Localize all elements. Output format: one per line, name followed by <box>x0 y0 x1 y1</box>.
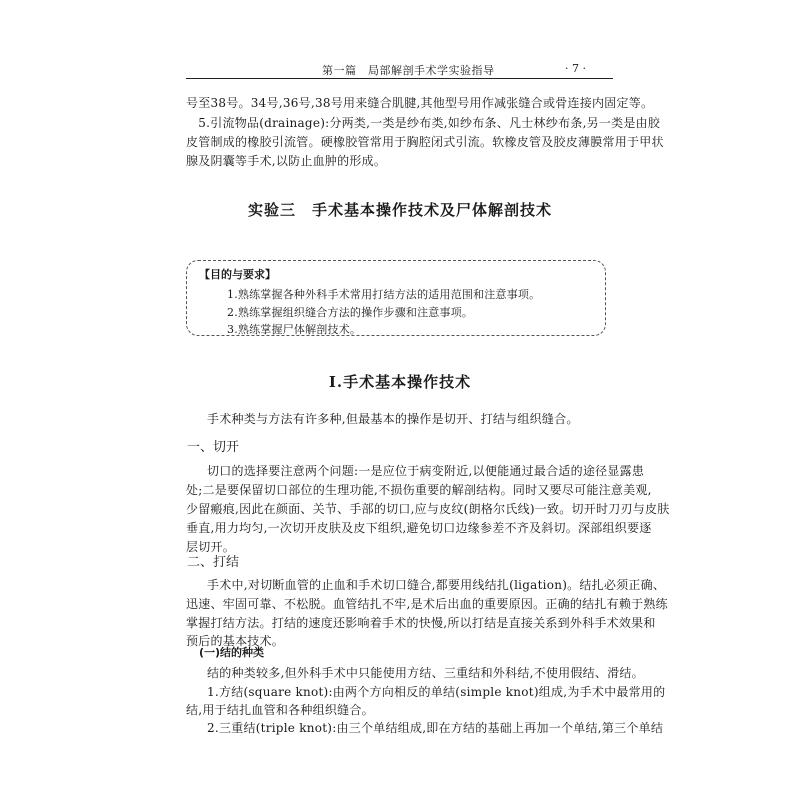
body-line: 迅速、牢固可靠、不松脱。血管结扎不牢,是术后出血的重要原因。正确的结扎有赖于熟练 <box>186 597 668 611</box>
body-line: 腺及阴囊等手术,以防止血肿的形成。 <box>186 154 387 168</box>
body-line: 掌握打结方法。打结的速度还影响着手术的快慢,所以打结是直接关系到外科手术效果和 <box>186 616 656 630</box>
body-line: 预后的基本技术。 <box>186 634 285 648</box>
running-header-title: 第一篇 局部解剖手术学实验指导 <box>322 64 495 77</box>
body-line: 结,用于结扎血管和各种组织缝合。 <box>186 703 374 717</box>
intro-line: 手术种类与方法有许多种,但最基本的操作是切开、打结与组织缝合。 <box>207 412 579 426</box>
body-line: 1.方结(square knot):由两个方向相反的单结(simple knot)组成,为手术中最常用的 <box>207 685 666 699</box>
body-line: 号至38号。34号,36号,38号用来缝合肌腱,其他型号用作减张缝合或骨连接内固定等。 <box>186 96 654 110</box>
body-line: 垂直,用力均匀,一次切开皮肤及皮下组织,避免切口边缘参差不齐及斜切。深部组织要逐 <box>186 521 652 535</box>
body-line: 手术中,对切断血管的止血和手术切口缝合,都要用线结扎(ligation)。结扎必须正确、 <box>207 578 666 592</box>
section-title: Ⅰ.手术基本操作技术 <box>328 373 472 391</box>
body-line: 少留瘢痕,因此在颜面、关节、手部的切口,应与皮纹(朗格尔氏线)一致。切开时刀刃与皮肤 <box>186 502 670 516</box>
header-rule <box>186 78 613 79</box>
subsection-heading-tie: 二、打结 <box>187 555 240 570</box>
body-line: 结的种类较多,但外科手术中只能使用方结、三重结和外科结,不使用假结、滑结。 <box>207 666 644 680</box>
body-line: 5.引流物品(drainage):分两类,一类是纱布类,如纱布条、凡士林纱布条,另一类是由胶 <box>186 116 661 130</box>
body-line: 切口的选择要注意两个问题:一是应位于病变附近,以便能通过最合适的途径显露患 <box>207 464 645 478</box>
knot-types-heading: (一)结的种类 <box>199 646 265 659</box>
body-line: 层切开。 <box>186 540 236 554</box>
experiment-title: 实验三 手术基本操作技术及尸体解剖技术 <box>247 201 552 219</box>
requirement-item: 1.熟练掌握各种外科手术常用打结方法的适用范围和注意事项。 <box>227 288 541 301</box>
requirements-heading: 【目的与要求】 <box>199 268 276 281</box>
body-line: 处;二是要保留切口部位的生理功能,不损伤重要的解剖结构。同时又要尽可能注意美观, <box>186 483 652 497</box>
body-line: 2.三重结(triple knot):由三个单结组成,即在方结的基础上再加一个单结,第三个单结 <box>207 721 664 735</box>
body-line: 皮管制成的橡胶引流管。硬橡胶管常用于胸腔闭式引流。软橡皮管及胶皮薄膜常用于甲状 <box>186 135 664 149</box>
subsection-heading-cut: 一、切开 <box>187 440 240 455</box>
page-number: · 7 · <box>565 62 586 75</box>
requirement-item: 3.熟练掌握尸体解剖技术。 <box>227 323 362 336</box>
requirement-item: 2.熟练掌握组织缝合方法的操作步骤和注意事项。 <box>227 306 474 319</box>
